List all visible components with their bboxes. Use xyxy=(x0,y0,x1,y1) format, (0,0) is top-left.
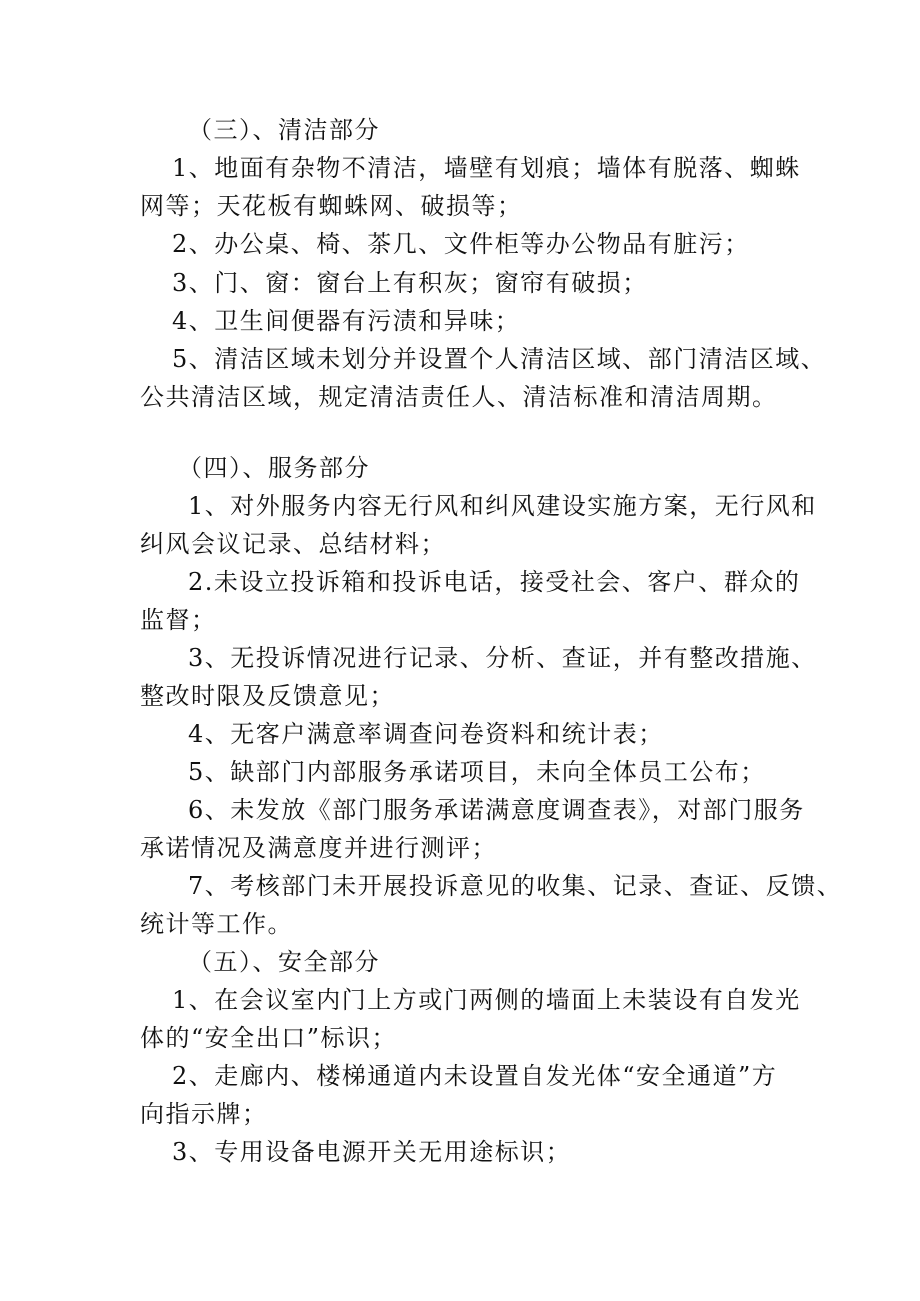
service-item-2-line-2: 监督； xyxy=(140,606,217,634)
cleaning-item-1-line-2: 网等；天花板有蜘蛛网、破损等； xyxy=(140,192,523,220)
service-item-6-line-1: 6、未发放《部门服务承诺满意度调查表》，对部门服务 xyxy=(188,796,805,824)
cleaning-item-5-line-1: 5、清洁区域未划分并设置个人清洁区域、部门清洁区域、 xyxy=(172,345,827,373)
service-item-3-line-2: 整改时限及反馈意见； xyxy=(140,682,395,710)
safety-item-2-line-2: 向指示牌； xyxy=(140,1100,268,1128)
cleaning-item-3: 3、门、窗：窗台上有积灰；窗帘有破损； xyxy=(172,269,648,297)
service-item-1-line-1: 1、对外服务内容无行风和纠风建设实施方案，无行风和 xyxy=(188,492,817,520)
service-item-1-line-2: 纠风会议记录、总结材料； xyxy=(140,530,446,558)
cleaning-item-1-line-1: 1、地面有杂物不清洁，墙壁有划痕；墙体有脱落、蜘蛛 xyxy=(172,154,801,182)
service-item-4: 4、无客户满意率调查问卷资料和统计表； xyxy=(188,720,664,748)
section-heading-safety: （五）、安全部分 xyxy=(188,948,380,976)
cleaning-item-2: 2、办公桌、椅、茶几、文件柜等办公物品有脏污； xyxy=(172,230,750,258)
cleaning-item-4: 4、卫生间便器有污渍和异味； xyxy=(172,307,521,335)
safety-item-2-line-1: 2、走廊内、楼梯通道内未设置自发光体“安全通道”方 xyxy=(172,1062,778,1090)
section-heading-cleaning: （三）、清洁部分 xyxy=(188,116,380,144)
service-item-7-line-2: 统计等工作。 xyxy=(140,910,293,938)
safety-item-1-line-2: 体的“安全出口”标识； xyxy=(140,1024,398,1052)
safety-item-1-line-1: 1、在会议室内门上方或门两侧的墙面上未装设有自发光 xyxy=(172,986,801,1014)
service-item-6-line-2: 承诺情况及满意度并进行测评； xyxy=(140,834,497,862)
service-item-5: 5、缺部门内部服务承诺项目，未向全体员工公布； xyxy=(188,758,766,786)
section-heading-service: （四）、服务部分 xyxy=(178,454,370,482)
safety-item-3: 3、专用设备电源开关无用途标识； xyxy=(172,1138,572,1166)
service-item-3-line-1: 3、无投诉情况进行记录、分析、查证，并有整改措施、 xyxy=(188,644,817,672)
service-item-7-line-1: 7、考核部门未开展投诉意见的收集、记录、查证、反馈、 xyxy=(188,872,843,900)
cleaning-item-5-line-2: 公共清洁区域，规定清洁责任人、清洁标准和清洁周期。 xyxy=(140,383,778,411)
service-item-2-line-1: 2.未设立投诉箱和投诉电话，接受社会、客户、群众的 xyxy=(188,568,801,596)
